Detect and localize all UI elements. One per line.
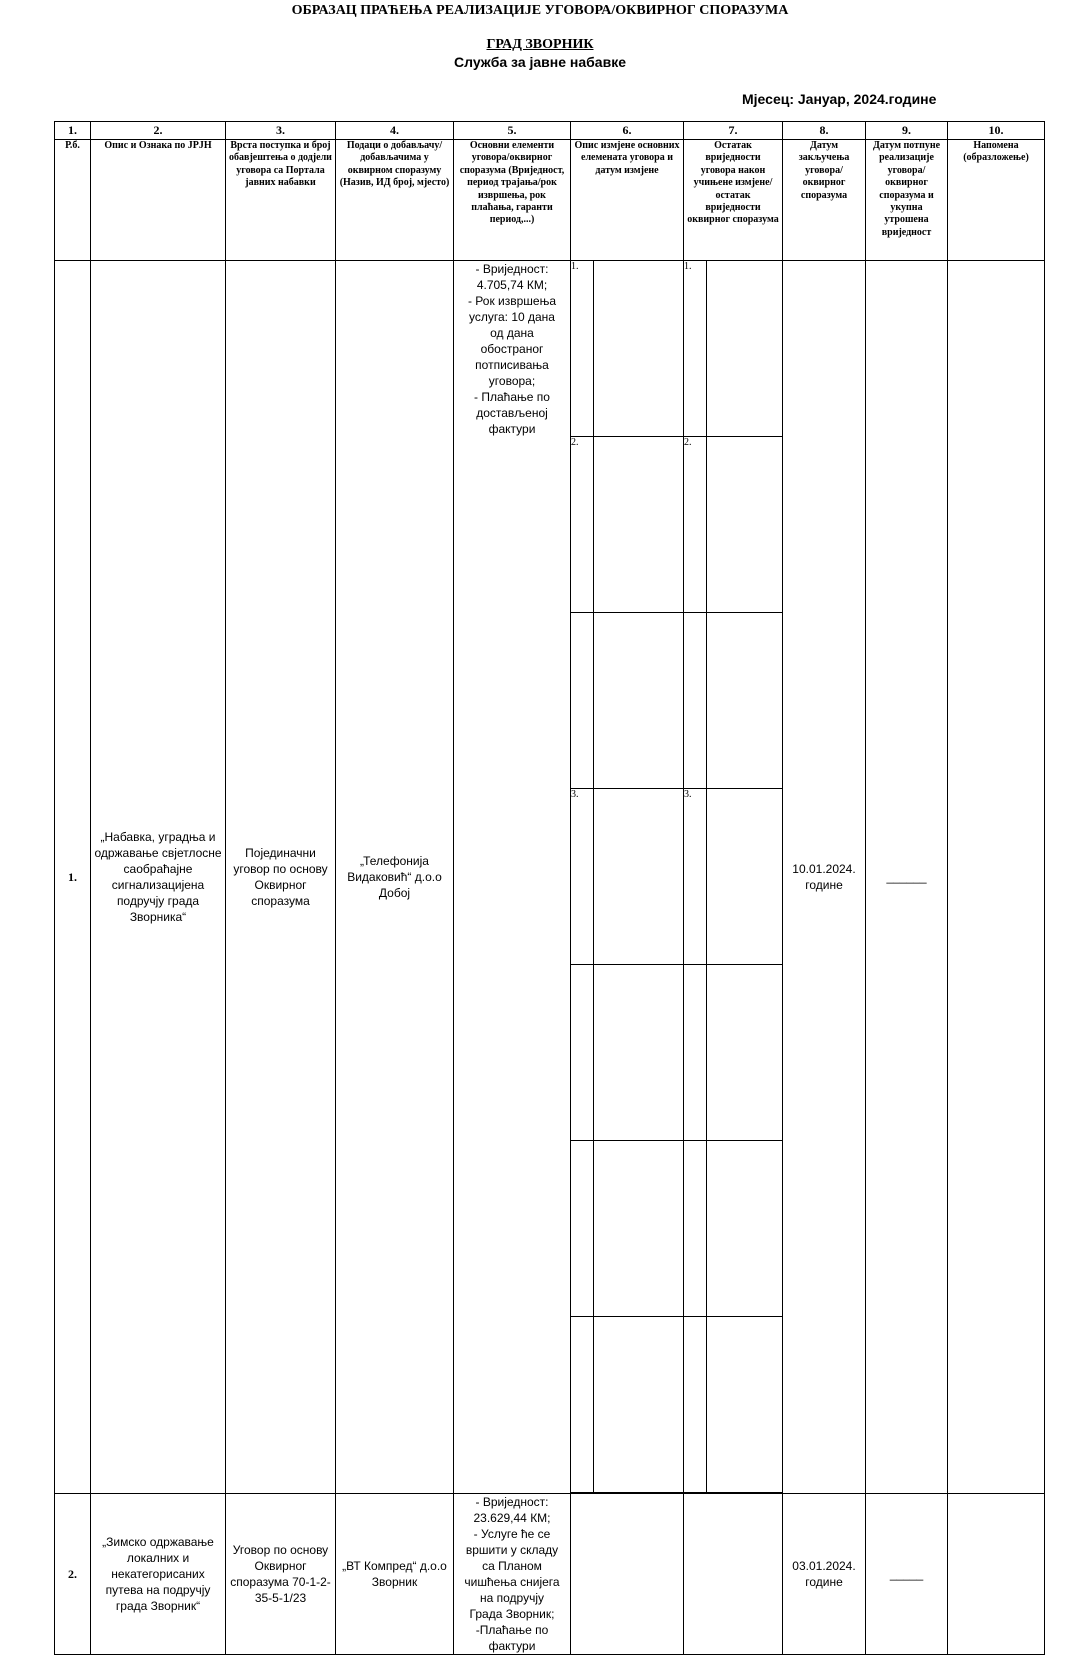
change-value [594,789,684,965]
element-line: Града Зворник; [469,1607,555,1621]
table-row [55,1494,1045,1655]
remainder-index [684,1141,707,1317]
element-line: - Услуге ће се [473,1527,551,1541]
remainder-index: 3. [684,789,707,965]
element-line: од дана [490,326,534,340]
change-value [594,437,684,613]
element-line: са Планом [482,1559,542,1573]
change-index [571,965,594,1141]
remainder-value [707,1317,783,1493]
row-remainder-cell [684,1494,783,1655]
remainder-value [707,965,783,1141]
element-line: - Вриједност: [475,1495,549,1509]
col-number: 6. [571,122,684,140]
element-line: на подручју [479,1591,544,1605]
row-procedure: Појединачни уговор по основу Оквирног споразума [226,261,336,1494]
col-number: 10. [948,122,1045,140]
city-heading: ГРАД ЗВОРНИК [486,37,594,52]
element-line: фактури [488,1639,536,1653]
element-line: потписивања [475,358,549,372]
header-date-realized: Датум потпуне реализације уговора/ оквирног споразума и укупна утрошена вриједност [872,140,941,238]
header-change: Опис измјене основних елемената уговора и датум измјене [574,140,680,176]
change-index [571,1141,594,1317]
remainder-subtable [684,261,782,1493]
row-change-cell [571,1494,684,1655]
header-rb: Р.б. [65,140,80,151]
column-number-row [55,122,1045,140]
remainder-value [707,261,783,437]
header-description: Опис и Ознака по ЈРЈН [104,140,212,151]
row-note [948,261,1045,1494]
remainder-value [707,437,783,613]
remainder-index [684,1317,707,1493]
row-number: 2. [55,1494,91,1655]
change-value [594,965,684,1141]
header-date-concluded: Датум закључења уговора/ оквирног споразума [798,140,850,201]
header-note: Напомена (образложење) [963,140,1029,164]
col-number: 8. [783,122,866,140]
row-description: „Зимско одржавање локалних и некатегорисаних путева на подручју града Зворник“ [91,1494,226,1655]
element-line: -Плаћање по [475,1623,549,1637]
remainder-value [707,789,783,965]
element-line: - Плаћање по [474,390,550,404]
remainder-index: 2. [684,437,707,613]
remainder-value [707,613,783,789]
change-subtable [571,261,683,1493]
row-note [948,1494,1045,1655]
form-title: ОБРАЗАЦ ПРАЋЕЊА РЕАЛИЗАЦИЈЕ УГОВОРА/ОКВИРНОГ СПОРАЗУМА [291,3,789,18]
row-procedure: Уговор по основу Оквирног споразума 70-1-2-35-5-1/23 [226,1494,336,1655]
row-supplier: „Телефонија Видаковић“ д.о.о Добој [336,261,454,1494]
change-value [594,261,684,437]
col-number: 3. [226,122,336,140]
element-line: - Вриједност: [475,262,549,276]
element-line: уговора; [488,374,536,388]
change-index: 1. [571,261,594,437]
row-description: „Набавка, уградња и одржавање свјетлосне саобраћајне сигнализацијена подручју града Зворника“ [91,261,226,1494]
change-index [571,1317,594,1493]
contract-tracking-table [54,121,1045,1655]
element-line: услуга: 10 дана [469,310,555,324]
element-line: фактури [488,422,536,436]
remainder-index: 1. [684,261,707,437]
row-date-concluded: 03.01.2024. године [783,1494,866,1655]
row-change-cell [571,261,684,1494]
change-value [594,1317,684,1493]
change-value [594,1141,684,1317]
table-row [55,261,1045,1494]
element-line: 23.629,44 КМ; [473,1511,551,1525]
change-index: 3. [571,789,594,965]
month-label: Мјесец: Јануар, 2024.године [742,91,937,107]
column-header-row [55,140,1045,261]
change-index: 2. [571,437,594,613]
service-heading: Служба за јавне набавке [454,54,626,70]
col-number: 1. [55,122,91,140]
row-supplier: „ВТ Компред“ д.о.о Зворник [336,1494,454,1655]
header-supplier: Подаци о добављачу/ добављачима у оквирном споразуму (Назив, ИД број, мјесто) [339,140,450,189]
header-remainder: Остатак вриједности уговора након учињене измјене/остатак вриједности оквирног споразума [687,140,779,226]
col-number: 9. [866,122,948,140]
row-date-concluded: 10.01.2024. године [783,261,866,1494]
element-line: обостраног [480,342,544,356]
row-elements [454,1494,571,1655]
remainder-index [684,965,707,1141]
change-value [594,613,684,789]
row-number: 1. [55,261,91,1494]
col-number: 7. [684,122,783,140]
row-date-realized: _____ [866,1494,948,1655]
col-number: 5. [454,122,571,140]
col-number: 4. [336,122,454,140]
remainder-value [707,1141,783,1317]
row-elements [454,261,571,1494]
row-date-realized: ______ [866,261,948,1494]
row-remainder-cell [684,261,783,1494]
element-line: - Рок извршења [467,294,557,308]
element-line: чишћења снијега [464,1575,560,1589]
change-index [571,613,594,789]
remainder-index [684,613,707,789]
col-number: 2. [91,122,226,140]
header-procedure: Врста поступка и број обавјештења о додјели уговора са Портала јавних набавки [229,140,332,189]
element-line: 4.705,74 КМ; [476,278,548,292]
element-line: вршити у складу [465,1543,559,1557]
header-elements: Основни елементи уговора/оквирног споразума (Вриједност, период трајања/рок извршења, рок плаћања, гаранти период,...) [459,140,565,226]
element-line: достављеној [476,406,548,420]
